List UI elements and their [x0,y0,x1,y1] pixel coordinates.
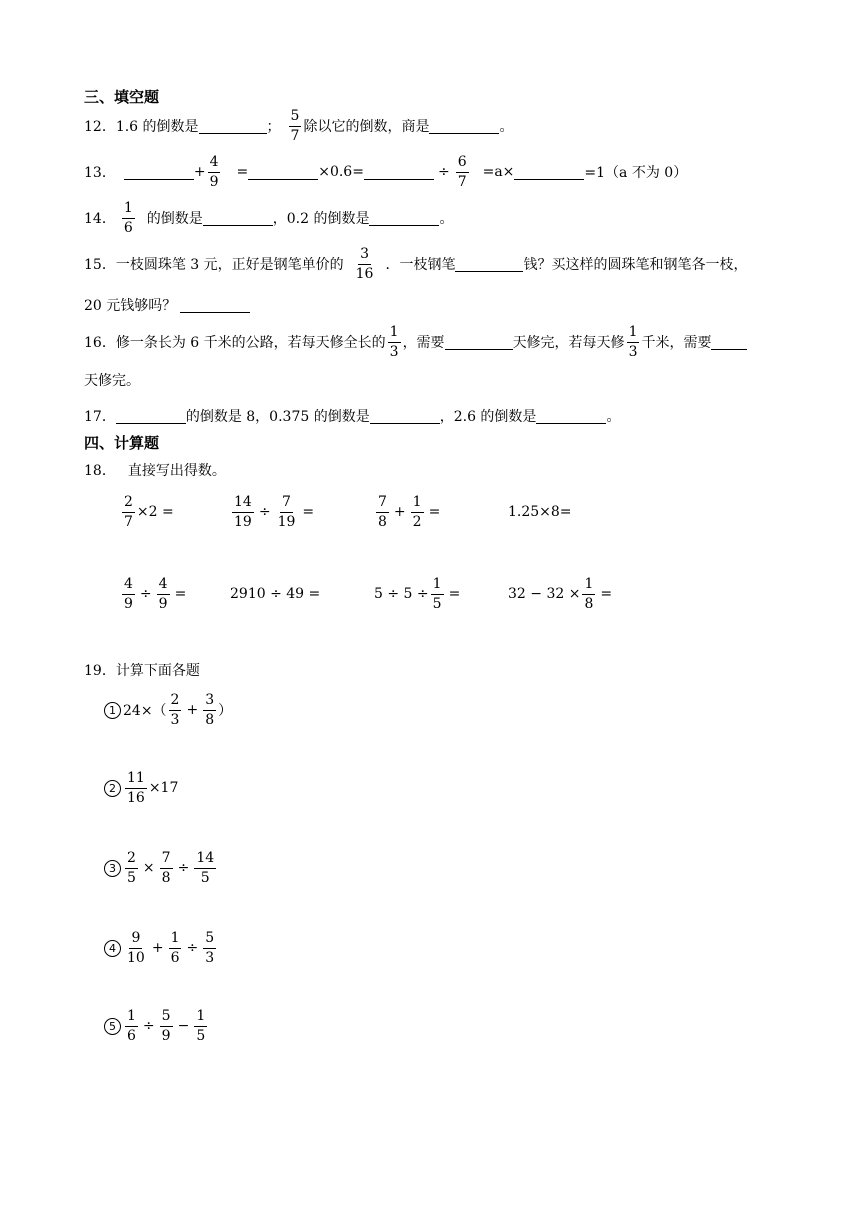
question-14 [84,198,453,238]
mental-math-item: $\frac{4}{9}$ ÷ $\frac{4}{9}$ = [124,575,187,612]
question-18 [84,452,226,488]
question-text: 天修完。 [84,373,140,389]
fraction: $\frac{1}{6}$ [123,199,133,236]
operator: ÷ [437,164,450,180]
question-text: ，需要 [402,335,445,351]
fraction: $\frac{1}{3}$ [389,323,399,360]
question-number: 13． [84,165,116,181]
mental-math-item: 5 ÷ 5 ÷ $\frac{1}{5}$ = [374,575,461,612]
mental-math-item: $\frac{14}{19}$ ÷ $\frac{7}{19}$ = [234,493,315,530]
question-text: 一枝圆珠笔 3 元，正好是钢笔单价的 [115,257,344,273]
answer-blank[interactable] [711,335,747,350]
question-19 [84,652,200,688]
calc-problem-2: 2 $\frac{11}{16}$ ×17 [104,766,178,810]
question-text: 修一条长为 6 千米的公路，若每天修全长的 [115,335,386,351]
question-text: ×0.6= [318,164,364,180]
question-number: 15． [84,257,116,273]
question-text: 天修完，若每天修 [512,335,625,351]
mental-math-item: $\frac{2}{7}$ ×2 = [124,493,174,530]
question-text: =a× [482,164,515,180]
question-text: 20 元钱够吗？ [84,298,177,314]
question-16-continued [84,360,140,400]
question-number: 18． [84,463,116,479]
fraction: $\frac{5}{7}$ [290,107,300,144]
mental-math-item: 1.25×8= [508,504,572,520]
question-text: 千米，需要 [641,335,712,351]
circled-number-5: 5 [104,1018,121,1035]
answer-blank[interactable] [364,165,434,180]
question-number: 19． [84,663,116,679]
calc-problem-4: 4 $\frac{9}{10}$ + $\frac{1}{6}$ ÷ $\frac{5}{3}$ [104,926,218,970]
fraction: $\frac{3}{16}$ [355,245,374,282]
answer-blank[interactable] [445,335,513,350]
circled-number-1: 1 [104,702,121,719]
question-15 [84,244,747,284]
answer-blank[interactable] [199,119,267,134]
question-text: 的倒数是 8，0.375 的倒数是 [185,409,370,425]
answer-blank[interactable] [455,257,523,272]
circled-number-3: 3 [104,860,121,877]
section-heading-fill-in: 三、填空题 [84,88,160,106]
fraction: $\frac{4}{9}$ [209,153,219,190]
calc-problem-1: 1 24×（ $\frac{2}{3}$ + $\frac{3}{8}$ ） [104,688,232,732]
answer-blank[interactable] [369,211,439,226]
question-text: 。 [499,119,514,135]
calc-problem-5: 5 $\frac{1}{6}$ ÷ $\frac{5}{9}$ − $\frac{1}{5}$ [104,1004,209,1048]
answer-blank[interactable] [429,119,499,134]
answer-blank[interactable] [116,409,186,424]
fraction: $\frac{1}{3}$ [628,323,638,360]
question-number: 12． [84,119,116,135]
answer-blank[interactable] [124,165,194,180]
question-text: 。 [606,409,621,425]
question-17 [84,396,620,436]
question-text: 计算下面各题 [115,663,200,679]
fraction: $\frac{6}{7}$ [457,153,467,190]
question-text: =1（a 不为 0） [584,165,688,181]
question-16 [84,322,747,362]
answer-blank[interactable] [203,211,273,226]
mental-math-item: 32 − 32 × $\frac{1}{8}$ = [508,575,613,612]
circled-number-4: 4 [104,940,121,957]
answer-blank[interactable] [180,298,250,313]
mental-math-item: $\frac{7}{8}$ + $\frac{1}{2}$ = [378,493,441,530]
question-13 [84,152,687,192]
question-number: 16． [84,335,116,351]
question-12 [84,106,513,146]
answer-blank[interactable] [536,409,606,424]
question-15-continued [84,285,250,325]
question-text: 钱？买这样的圆珠笔和钢笔各一枝， [523,257,748,273]
answer-blank[interactable] [370,409,440,424]
question-text: ．一枝钢笔 [385,257,456,273]
circled-number-2: 2 [104,780,121,797]
question-text: 直接写出得数。 [127,463,226,479]
question-text: 。 [439,211,454,227]
mental-math-item: 2910 ÷ 49 = [230,586,321,602]
operator: = [236,164,249,180]
question-text: 除以它的倒数，商是 [303,119,430,135]
question-text: 1.6 的倒数是 [115,119,199,135]
question-text: 的倒数是 [146,211,203,227]
question-text: ，2.6 的倒数是 [439,409,537,425]
question-text: ； [266,119,281,135]
question-number: 17． [84,409,116,425]
operator: + [193,164,206,180]
answer-blank[interactable] [514,165,584,180]
calc-problem-3: 3 $\frac{2}{5}$ × $\frac{7}{8}$ ÷ $\frac{14}{5}$ [104,846,218,890]
question-text: ，0.2 的倒数是 [272,211,370,227]
answer-blank[interactable] [248,165,318,180]
section-heading-calculation: 四、计算题 [84,434,160,452]
question-number: 14． [84,211,116,227]
